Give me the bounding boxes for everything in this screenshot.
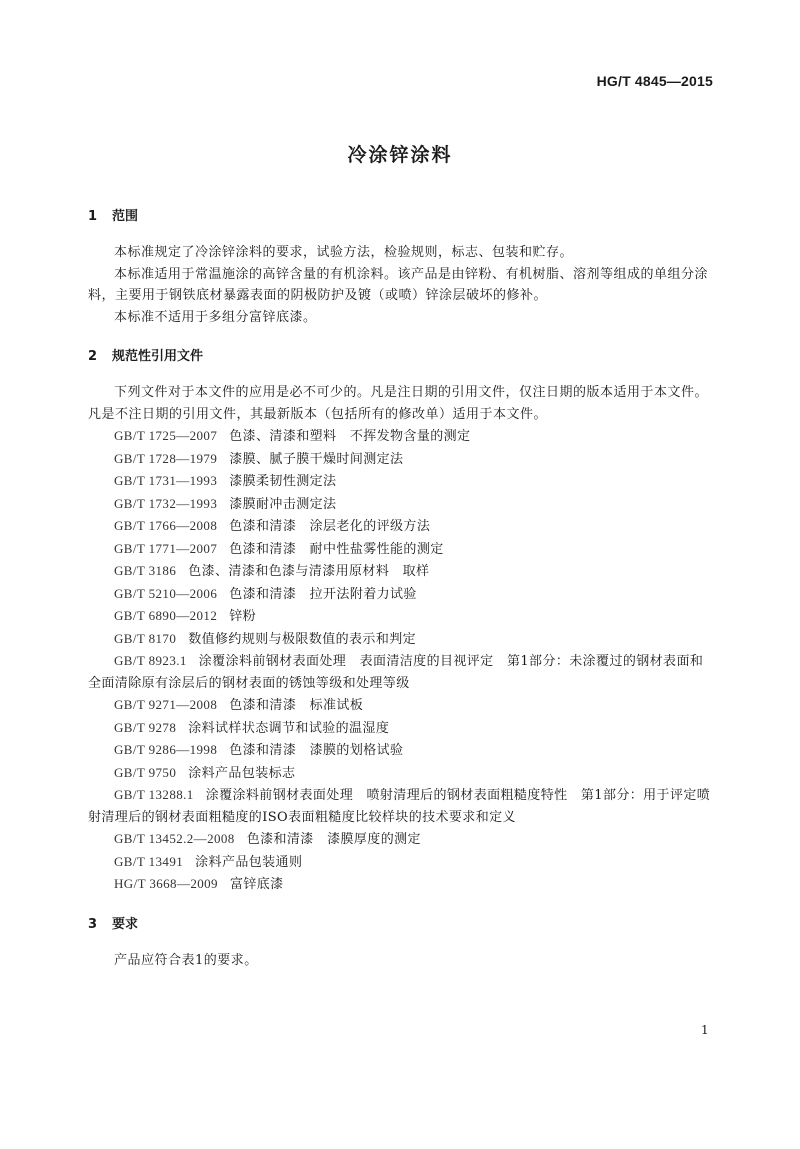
reference-code: GB/T 1728—1979 [114,450,218,466]
reference-item [88,784,716,828]
reference-code: GB/T 13491 [114,853,184,869]
document-title: 冷涂锌涂料 [347,144,453,166]
section-number: 3 [88,916,98,932]
reference-item [88,448,716,471]
paragraph: 产品应符合表1的要求。 [114,952,258,968]
section-heading-normative-references [88,346,716,368]
reference-title: 涂覆涂料前钢材表面处理 喷射清理后的钢材表面粗糙度特性 第1部分：用于评定喷射清理后的钢材表面粗糙度的ISO表面粗糙度比较样块的技术要求和定义 [88,788,711,825]
reference-title: 色漆和清漆 漆膜厚度的测定 [246,832,421,847]
reference-item [88,515,716,538]
reference-title: 色漆和清漆 标准试板 [229,698,364,713]
reference-title: 色漆、清漆和色漆与清漆用原材料 取样 [188,564,430,579]
reference-item [88,628,716,651]
section-heading-scope [88,206,716,228]
reference-code: GB/T 1725—2007 [114,428,218,443]
section-title: 范围 [112,209,139,224]
reference-title: 色漆、清漆和塑料 不挥发物含量的测定 [229,429,471,444]
reference-item [88,851,716,874]
paragraph: 本标准规定了冷涂锌涂料的要求，试验方法，检验规则，标志、包装和贮存。 [114,245,574,260]
reference-item [88,605,716,628]
reference-item [88,694,716,717]
reference-title: 涂料产品包装通则 [195,854,303,870]
reference-title: 色漆和清漆 涂层老化的评级方法 [229,519,431,534]
section-number: 2 [88,349,98,364]
reference-title: 色漆和清漆 拉开法附着力试验 [229,586,417,602]
reference-item [88,873,716,896]
reference-item [88,493,716,516]
reference-title: 色漆和清漆 漆膜的划格试验 [229,743,404,758]
reference-code: GB/T 1732—1993 [114,495,218,511]
reference-code: GB/T 13288.1 [114,787,194,802]
reference-list [88,425,716,896]
reference-title: 涂料产品包装标志 [188,765,296,781]
reference-item [88,650,716,694]
reference-code: GB/T 9286—1998 [114,742,218,757]
reference-code: GB/T 3186 [114,563,177,578]
reference-item [88,425,716,448]
section-number: 1 [88,209,98,224]
section-heading-requirements [88,914,716,936]
reference-title: 漆膜柔韧性测定法 [229,474,337,489]
reference-item [88,470,716,493]
reference-code: GB/T 6890—2012 [114,608,218,623]
reference-title: 漆膜耐冲击测定法 [229,496,337,512]
reference-item [88,739,716,762]
standard-code: HG/T 4845—2015 [596,73,713,89]
reference-title: 数值修约规则与极限数值的表示和判定 [188,631,417,647]
reference-code: GB/T 8923.1 [114,653,187,668]
paragraph: 下列文件对于本文件的应用是必不可少的。凡是注日期的引用文件，仅注日期的版本适用于本文件。凡是不注日期的引用文件，其最新版本（包括所有的修改单）适用于本文件。 [88,385,709,422]
reference-code: GB/T 5210—2006 [114,585,218,601]
reference-title: 色漆和清漆 耐中性盐雾性能的测定 [229,541,444,557]
reference-title: 涂覆涂料前钢材表面处理 表面清洁度的目视评定 第1部分：未涂覆过的钢材表面和全面清除原有涂层后的钢材表面的锈蚀等级和处理等级 [88,654,704,691]
paragraph: 本标准适用于常温施涂的高锌含量的有机涂料。该产品是由锌粉、有机树脂、溶剂等组成的单组分涂料，主要用于钢铁底材暴露表面的阴极防护及镀（或喷）锌涂层破坏的修补。 [88,266,709,303]
reference-item [88,583,716,606]
reference-title: 漆膜、腻子膜干燥时间测定法 [229,451,404,467]
paragraph: 本标准不适用于多组分富锌底漆。 [114,309,317,325]
reference-item [88,762,716,785]
reference-code: GB/T 1771—2007 [114,540,218,556]
page-number: 1 [701,1023,709,1037]
reference-code: HG/T 3668—2009 [114,876,218,891]
reference-code: GB/T 9750 [114,764,177,780]
reference-code: GB/T 1731—1993 [114,473,218,488]
reference-item [88,828,716,851]
reference-code: GB/T 13452.2—2008 [114,831,235,846]
reference-code: GB/T 9271—2008 [114,697,218,712]
document-body [88,206,716,971]
reference-item [88,560,716,583]
reference-code: GB/T 8170 [114,630,177,646]
reference-code: GB/T 9278 [114,719,177,735]
reference-title: 锌粉 [229,609,257,624]
section-title: 要求 [112,916,139,932]
section-title: 规范性引用文件 [112,349,204,364]
reference-title: 富锌底漆 [229,877,284,892]
reference-item [88,538,716,561]
reference-item [88,717,716,740]
reference-title: 涂料试样状态调节和试验的温湿度 [188,720,390,736]
reference-code: GB/T 1766—2008 [114,518,218,533]
